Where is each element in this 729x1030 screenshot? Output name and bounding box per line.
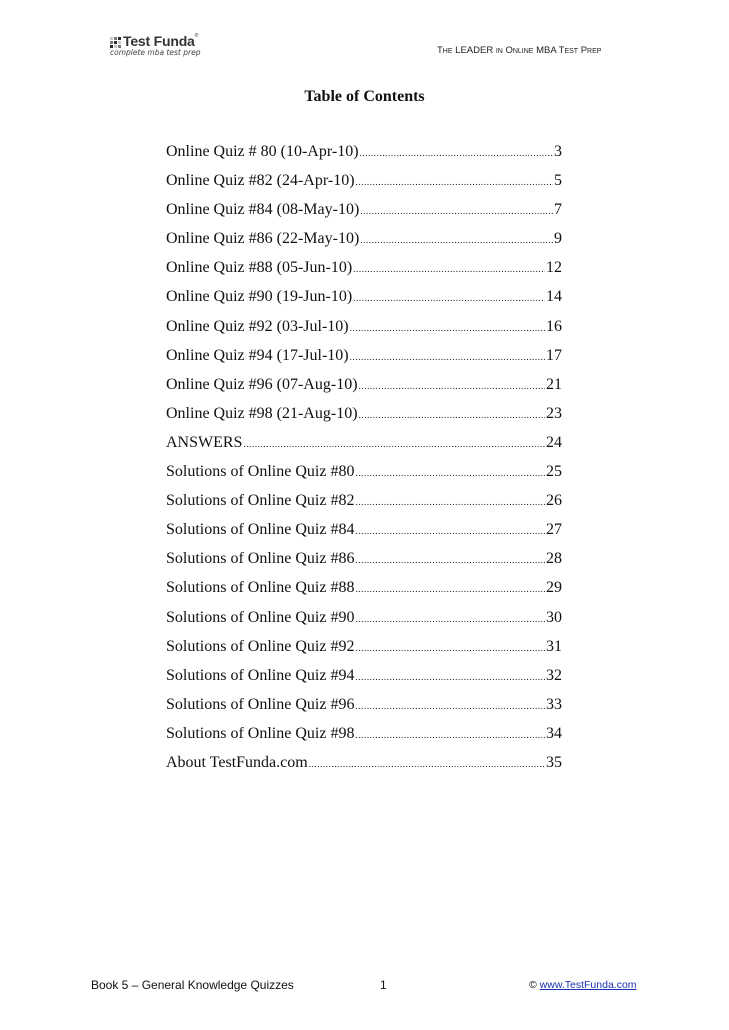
toc-entry-page: 12 bbox=[546, 259, 562, 277]
dot-leader bbox=[356, 171, 553, 193]
toc-entry[interactable] bbox=[166, 577, 562, 606]
header-tagline: The LEADER in Online MBA Test Prep bbox=[437, 45, 602, 56]
dot-leader bbox=[359, 375, 545, 397]
page-title: Table of Contents bbox=[304, 88, 425, 105]
dot-leader bbox=[350, 346, 545, 368]
toc-entry[interactable] bbox=[166, 257, 562, 286]
footer-copyright bbox=[529, 979, 637, 991]
toc-entry-page: 25 bbox=[546, 463, 562, 481]
toc-entry[interactable] bbox=[166, 519, 562, 548]
dot-leader bbox=[355, 491, 545, 513]
toc-entry-page: 17 bbox=[546, 346, 562, 364]
dot-leader bbox=[355, 549, 545, 571]
toc-entry-page: 21 bbox=[546, 375, 562, 393]
toc-entry-label: Solutions of Online Quiz #96 bbox=[166, 695, 355, 713]
toc-entry[interactable] bbox=[166, 636, 562, 665]
dot-leader bbox=[309, 753, 545, 775]
toc-entry[interactable] bbox=[166, 694, 562, 723]
page-footer bbox=[0, 972, 729, 1002]
toc-entry-page: 30 bbox=[546, 608, 562, 626]
toc-entry[interactable] bbox=[166, 461, 562, 490]
dot-leader bbox=[355, 666, 545, 688]
toc-entry-label: Solutions of Online Quiz #94 bbox=[166, 666, 355, 684]
toc-entry-label: Solutions of Online Quiz #82 bbox=[166, 492, 355, 510]
dot-leader bbox=[355, 637, 545, 659]
dot-leader bbox=[355, 724, 545, 746]
toc-entry-label: Solutions of Online Quiz #86 bbox=[166, 550, 355, 568]
toc-entry[interactable] bbox=[166, 316, 562, 345]
logo-tagline: complete mba test prep bbox=[110, 48, 201, 57]
toc-entry[interactable] bbox=[166, 752, 562, 781]
dot-leader bbox=[243, 433, 545, 455]
copyright-symbol: © bbox=[529, 979, 537, 991]
toc-entry-page: 32 bbox=[546, 666, 562, 684]
dot-leader bbox=[355, 520, 545, 542]
toc-entry[interactable] bbox=[166, 403, 562, 432]
toc-entry-label: Online Quiz #92 (03-Jul-10) bbox=[166, 317, 349, 335]
footer-page-number: 1 bbox=[380, 978, 387, 992]
table-of-contents bbox=[166, 141, 562, 781]
dot-leader bbox=[355, 578, 545, 600]
toc-entry-label: Online Quiz #82 (24-Apr-10) bbox=[166, 172, 355, 190]
toc-entry-page: 14 bbox=[546, 288, 562, 306]
website-link[interactable]: www.TestFunda.com bbox=[539, 979, 637, 991]
toc-entry[interactable] bbox=[166, 228, 562, 257]
toc-entry[interactable] bbox=[166, 170, 562, 199]
toc-entry-label: Online Quiz #96 (07-Aug-10) bbox=[166, 375, 358, 393]
page-header bbox=[0, 0, 729, 80]
toc-entry-label: Online Quiz #84 (08-May-10) bbox=[166, 201, 360, 219]
toc-entry-label: Solutions of Online Quiz #92 bbox=[166, 637, 355, 655]
toc-entry-label: Online Quiz #98 (21-Aug-10) bbox=[166, 404, 358, 422]
toc-entry-label: Online Quiz #90 (19-Jun-10) bbox=[166, 288, 353, 306]
toc-entry[interactable] bbox=[166, 374, 562, 403]
toc-entry-page: 29 bbox=[546, 579, 562, 597]
toc-entry-label: ANSWERS bbox=[166, 433, 243, 451]
toc-entry[interactable] bbox=[166, 432, 562, 461]
toc-entry-label: Solutions of Online Quiz #90 bbox=[166, 608, 355, 626]
toc-entry-label: Solutions of Online Quiz #80 bbox=[166, 463, 355, 481]
toc-entry-page: 7 bbox=[554, 201, 562, 219]
toc-entry-page: 5 bbox=[554, 172, 562, 190]
toc-entry-page: 34 bbox=[546, 724, 562, 742]
toc-entry-page: 27 bbox=[546, 521, 562, 539]
toc-entry-page: 33 bbox=[546, 695, 562, 713]
toc-entry-label: Online Quiz #88 (05-Jun-10) bbox=[166, 259, 353, 277]
toc-entry[interactable] bbox=[166, 723, 562, 752]
toc-entry[interactable] bbox=[166, 607, 562, 636]
toc-entry-page: 9 bbox=[554, 230, 562, 248]
dot-leader bbox=[360, 229, 553, 251]
dot-leader bbox=[360, 200, 553, 222]
dot-leader bbox=[353, 258, 545, 280]
dot-leader bbox=[350, 317, 545, 339]
dot-leader bbox=[355, 462, 545, 484]
dot-leader bbox=[353, 287, 545, 309]
toc-entry-page: 31 bbox=[546, 637, 562, 655]
toc-entry-label: About TestFunda.com bbox=[166, 753, 308, 771]
dot-leader bbox=[355, 695, 545, 717]
logo-name: Test Funda® bbox=[123, 33, 199, 49]
dot-leader bbox=[355, 608, 545, 630]
toc-entry[interactable] bbox=[166, 345, 562, 374]
footer-book-title: Book 5 – General Knowledge Quizzes bbox=[91, 978, 294, 992]
toc-entry[interactable] bbox=[166, 199, 562, 228]
toc-entry-label: Online Quiz #94 (17-Jul-10) bbox=[166, 346, 349, 364]
toc-entry[interactable] bbox=[166, 490, 562, 519]
toc-entry-label: Solutions of Online Quiz #98 bbox=[166, 724, 355, 742]
toc-entry-label: Online Quiz # 80 (10-Apr-10) bbox=[166, 143, 359, 160]
toc-entry-page: 23 bbox=[546, 404, 562, 422]
toc-entry-page: 3 bbox=[554, 143, 562, 160]
logo-grid-icon bbox=[110, 37, 121, 48]
testfunda-logo bbox=[110, 35, 210, 65]
dot-leader bbox=[360, 142, 553, 164]
toc-entry[interactable] bbox=[166, 548, 562, 577]
toc-entry-label: Solutions of Online Quiz #84 bbox=[166, 521, 355, 539]
toc-entry-page: 24 bbox=[546, 433, 562, 451]
toc-entry-page: 35 bbox=[546, 753, 562, 771]
toc-entry-label: Online Quiz #86 (22-May-10) bbox=[166, 230, 360, 248]
dot-leader bbox=[359, 404, 545, 426]
toc-entry-page: 28 bbox=[546, 550, 562, 568]
toc-entry-page: 16 bbox=[546, 317, 562, 335]
toc-entry[interactable] bbox=[166, 286, 562, 315]
toc-entry-label: Solutions of Online Quiz #88 bbox=[166, 579, 355, 597]
toc-entry[interactable] bbox=[166, 665, 562, 694]
toc-entry-page: 26 bbox=[546, 492, 562, 510]
toc-entry[interactable] bbox=[166, 141, 562, 170]
